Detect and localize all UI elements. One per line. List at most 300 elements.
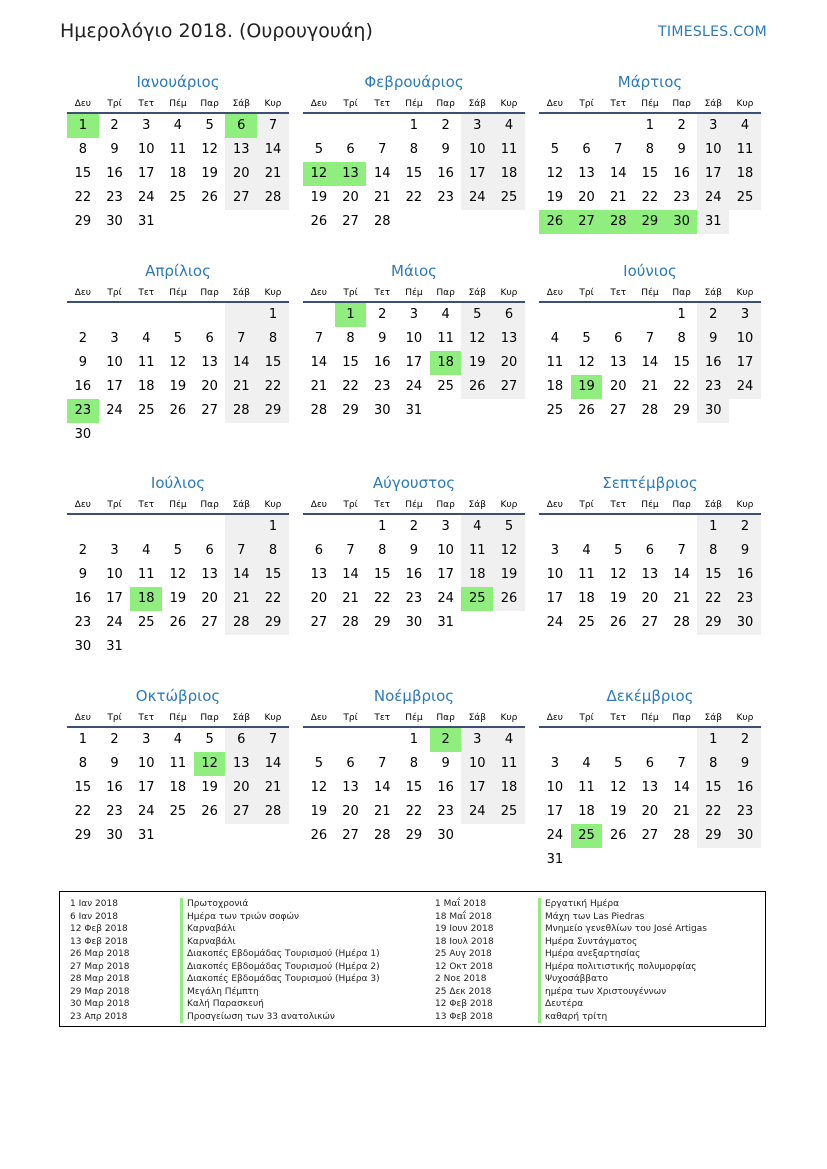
day-cell: 27 [225, 800, 257, 824]
empty-cell [303, 728, 335, 752]
empty-cell [666, 728, 698, 752]
day-cell: 25 [437, 379, 454, 394]
weekday-label: Δευ [74, 99, 91, 109]
day-cell: 5 [173, 331, 183, 346]
holiday-date: 1 Μαΐ 2018 [435, 899, 487, 909]
day-cell: 7 [257, 728, 289, 752]
day-cell: 21 [342, 591, 359, 606]
day-cell: 17 [137, 780, 155, 795]
day-cell: 19 [609, 591, 627, 606]
empty-cell [194, 635, 226, 659]
week-row [539, 210, 761, 234]
weekday-label: Δευ [546, 713, 563, 723]
day-cell: 24 [697, 186, 729, 210]
day-cell: 16 [729, 776, 761, 800]
day-cell: 30 [697, 399, 729, 423]
day-cell: 1 [335, 303, 367, 327]
weekday-label: Τετ [610, 500, 627, 510]
weekday-label: Τρί [579, 500, 594, 510]
day-cell: 25 [729, 186, 761, 210]
day-cell: 10 [697, 138, 729, 162]
week-row [67, 587, 289, 611]
weekday-label: Τρί [107, 500, 122, 510]
empty-cell [99, 423, 131, 447]
month-name: Σεπτέμβριος [602, 474, 698, 492]
day-cell: 24 [437, 591, 454, 606]
holiday-date: 18 Μαΐ 2018 [435, 911, 492, 922]
week-row [303, 327, 525, 351]
empty-cell [99, 515, 131, 539]
day-cell: 12 [578, 355, 595, 370]
empty-cell [130, 635, 162, 659]
day-cell: 21 [673, 591, 690, 606]
empty-cell [303, 303, 335, 327]
weekday-label: Κυρ [264, 500, 282, 510]
day-cell: 10 [106, 355, 123, 370]
month-name: Ιανουάριος [136, 73, 220, 91]
day-cell: 12 [169, 567, 187, 582]
day-cell: 4 [441, 307, 450, 322]
month-calendar [67, 72, 289, 234]
weekday-label: Παρ [436, 713, 455, 723]
day-cell: 25 [493, 186, 525, 210]
empty-cell [634, 515, 666, 539]
day-cell: 11 [137, 355, 155, 370]
empty-cell [539, 515, 571, 539]
day-cell: 21 [257, 162, 289, 186]
day-cell: 4 [493, 114, 525, 138]
day-cell: 19 [201, 166, 218, 181]
day-cell: 3 [697, 114, 729, 138]
holiday-name: Πρωτοχρονιά [180, 898, 380, 911]
day-cell: 7 [378, 756, 387, 771]
weekday-label: Τετ [374, 99, 391, 109]
week-row [539, 824, 761, 848]
day-cell: 8 [409, 756, 419, 771]
holiday-name: Δευτέρα [538, 998, 707, 1011]
holiday-name: Διακοπές Εβδομάδας Τουρισμού (Ημέρα 3) [180, 973, 380, 986]
day-cell: 10 [546, 780, 564, 795]
week-row [539, 114, 761, 138]
week-row [67, 399, 289, 423]
weekday-label: Πέμ [641, 288, 659, 298]
week-row [539, 587, 761, 611]
day-cell: 10 [729, 327, 761, 351]
day-cell: 9 [729, 539, 761, 563]
day-cell: 19 [169, 591, 187, 606]
week-row [67, 563, 289, 587]
empty-cell [67, 515, 99, 539]
day-cell: 31 [437, 615, 454, 630]
empty-cell [67, 303, 99, 327]
week-row [539, 539, 761, 563]
day-cell: 10 [461, 752, 493, 776]
week-row [303, 728, 525, 752]
holiday-date: 30 Μαρ 2018 [70, 999, 130, 1009]
weekday-header [539, 497, 761, 515]
day-cell: 12 [194, 752, 226, 776]
day-cell: 21 [257, 776, 289, 800]
week-row [303, 515, 525, 539]
empty-cell [335, 728, 367, 752]
weekday-label: Τετ [610, 713, 627, 723]
weekday-header [303, 497, 525, 515]
day-cell: 12 [461, 327, 493, 351]
empty-cell [303, 114, 335, 138]
day-cell: 25 [137, 403, 155, 418]
holiday-date: 12 Φεβ 2018 [435, 999, 493, 1009]
day-cell: 7 [677, 756, 686, 771]
day-cell: 1 [409, 732, 419, 747]
day-cell: 5 [461, 303, 493, 327]
week-row [303, 800, 525, 824]
day-cell: 13 [342, 780, 359, 795]
day-cell: 7 [314, 331, 323, 346]
day-cell: 8 [78, 142, 87, 157]
empty-cell [162, 515, 194, 539]
weekday-label: Δευ [310, 713, 327, 723]
week-row [539, 752, 761, 776]
day-cell: 13 [578, 166, 595, 181]
day-cell: 5 [550, 142, 559, 157]
weekday-header [539, 96, 761, 114]
empty-cell [539, 728, 571, 752]
day-cell: 20 [578, 190, 595, 205]
month-calendar [67, 473, 289, 659]
day-cell: 26 [578, 403, 595, 418]
day-cell: 2 [430, 728, 462, 752]
weekday-header [303, 285, 525, 303]
day-cell: 18 [169, 780, 187, 795]
weekday-label: Πέμ [405, 713, 423, 723]
weekday-label: Πέμ [405, 500, 423, 510]
weekday-header [539, 710, 761, 728]
week-row [67, 611, 289, 635]
day-cell: 9 [677, 142, 686, 157]
day-cell: 18 [729, 162, 761, 186]
holiday-name: Ψυχοσάββατο [538, 973, 707, 986]
weekday-label: Πέμ [169, 99, 187, 109]
empty-cell [303, 515, 335, 539]
weekday-label: Σάβ [704, 99, 722, 109]
day-cell: 14 [257, 752, 289, 776]
weekday-label: Δευ [546, 288, 563, 298]
day-cell: 19 [169, 379, 187, 394]
holiday-date: 13 Φεβ 2018 [70, 936, 128, 947]
week-row [539, 399, 761, 423]
day-cell: 17 [106, 379, 123, 394]
day-cell: 20 [641, 804, 659, 819]
day-cell: 14 [673, 567, 690, 582]
day-cell: 14 [373, 166, 391, 181]
week-row [539, 138, 761, 162]
day-cell: 21 [373, 190, 391, 205]
holiday-name: Καρναβάλι [180, 923, 380, 936]
holiday-date: 19 Ιουν 2018 [435, 924, 494, 934]
week-row [303, 114, 525, 138]
weekday-label: Τρί [579, 99, 594, 109]
day-cell: 20 [225, 162, 257, 186]
weekday-label: Τετ [138, 99, 155, 109]
day-cell: 27 [342, 214, 359, 229]
week-row [67, 138, 289, 162]
day-cell: 26 [310, 214, 328, 229]
week-row [67, 728, 289, 752]
weekday-label: Τρί [343, 713, 358, 723]
empty-cell [602, 848, 634, 872]
day-cell: 14 [609, 166, 627, 181]
empty-cell [571, 515, 603, 539]
day-cell: 25 [578, 615, 595, 630]
weekday-label: Πέμ [405, 99, 423, 109]
day-cell: 6 [205, 331, 214, 346]
day-cell: 30 [666, 210, 698, 234]
day-cell: 22 [373, 591, 391, 606]
page-title: Ημερολόγιο 2018. (Ουρουγουάη) [60, 20, 373, 42]
holiday-date: 12 Οκτ 2018 [435, 961, 493, 972]
weekday-label: Τετ [610, 288, 627, 298]
day-cell: 26 [201, 190, 218, 205]
month-name: Ιούλιος [150, 474, 206, 492]
week-row [303, 752, 525, 776]
weekday-label: Παρ [436, 288, 455, 298]
week-row [303, 303, 525, 327]
day-cell: 15 [405, 780, 423, 795]
empty-cell [366, 114, 398, 138]
day-cell: 23 [697, 375, 729, 399]
day-cell: 17 [106, 591, 123, 606]
day-cell: 30 [373, 403, 391, 418]
day-cell: 15 [342, 355, 359, 370]
week-row [303, 138, 525, 162]
weekday-label: Τρί [343, 288, 358, 298]
empty-cell [225, 303, 257, 327]
day-cell: 24 [106, 615, 123, 630]
holiday-name: ημέρα των Χριστουγέννων [538, 986, 707, 999]
day-cell: 22 [405, 190, 423, 205]
empty-cell [194, 824, 226, 848]
day-cell: 2 [78, 331, 87, 346]
week-row [67, 635, 289, 659]
weekday-label: Παρ [436, 99, 455, 109]
day-cell: 28 [310, 403, 328, 418]
day-cell: 3 [110, 543, 119, 558]
day-cell: 18 [546, 379, 564, 394]
weekday-label: Σάβ [232, 99, 250, 109]
day-cell: 24 [405, 379, 423, 394]
week-row [303, 186, 525, 210]
day-cell: 22 [697, 800, 729, 824]
day-cell: 13 [493, 327, 525, 351]
day-cell: 11 [137, 567, 155, 582]
day-cell: 23 [437, 804, 454, 819]
day-cell: 30 [729, 611, 761, 635]
day-cell: 19 [546, 190, 564, 205]
day-cell: 24 [137, 190, 155, 205]
weekday-header [67, 285, 289, 303]
day-cell: 15 [257, 563, 289, 587]
empty-cell [571, 114, 603, 138]
day-cell: 3 [142, 732, 151, 747]
day-cell: 2 [729, 515, 761, 539]
day-cell: 23 [729, 587, 761, 611]
weekday-header [539, 285, 761, 303]
empty-cell [162, 423, 194, 447]
week-row [67, 800, 289, 824]
empty-cell [729, 210, 761, 234]
week-row [303, 539, 525, 563]
weekday-label: Σάβ [468, 500, 486, 510]
day-cell: 6 [346, 142, 355, 157]
weekday-label: Δευ [546, 500, 563, 510]
day-cell: 30 [729, 824, 761, 848]
day-cell: 29 [697, 824, 729, 848]
day-cell: 5 [582, 331, 591, 346]
day-cell: 8 [346, 331, 355, 346]
day-cell: 6 [314, 543, 323, 558]
day-cell: 11 [546, 355, 564, 370]
weekday-label: Τετ [374, 500, 391, 510]
week-row [303, 611, 525, 635]
day-cell: 1 [67, 114, 99, 138]
empty-cell [634, 303, 666, 327]
weekday-label: Παρ [672, 500, 691, 510]
month-name: Μάρτιος [617, 73, 683, 91]
day-cell: 30 [405, 615, 423, 630]
day-cell: 22 [257, 375, 289, 399]
day-cell: 23 [437, 190, 454, 205]
week-row [67, 162, 289, 186]
day-cell: 5 [614, 543, 623, 558]
day-cell: 6 [225, 114, 257, 138]
empty-cell [194, 423, 226, 447]
weekday-label: Πέμ [169, 500, 187, 510]
day-cell: 15 [373, 567, 391, 582]
day-cell: 23 [74, 615, 92, 630]
weekday-label: Κυρ [500, 288, 518, 298]
day-cell: 12 [201, 142, 218, 157]
day-cell: 12 [310, 780, 328, 795]
day-cell: 29 [697, 611, 729, 635]
day-cell: 25 [137, 615, 155, 630]
weekday-label: Παρ [200, 713, 219, 723]
day-cell: 28 [257, 800, 289, 824]
day-cell: 23 [729, 800, 761, 824]
day-cell: 5 [205, 732, 214, 747]
weekday-label: Δευ [74, 288, 91, 298]
holiday-date: 25 Αυγ 2018 [435, 949, 492, 959]
day-cell: 21 [673, 804, 690, 819]
day-cell: 3 [550, 756, 559, 771]
day-cell: 24 [137, 804, 155, 819]
empty-cell [99, 303, 131, 327]
day-cell: 9 [729, 752, 761, 776]
day-cell: 11 [169, 142, 187, 157]
day-cell: 6 [614, 331, 623, 346]
day-cell: 16 [673, 166, 690, 181]
day-cell: 2 [729, 728, 761, 752]
day-cell: 29 [373, 615, 391, 630]
site-link[interactable]: TIMESLES.COM [658, 24, 767, 40]
holiday-name: Μνημείο γενεθλίων του José Artigas [538, 923, 707, 936]
day-cell: 26 [461, 375, 493, 399]
day-cell: 15 [257, 351, 289, 375]
week-row [67, 824, 289, 848]
day-cell: 14 [225, 351, 257, 375]
day-cell: 30 [74, 639, 92, 654]
week-row [539, 728, 761, 752]
day-cell: 24 [546, 828, 564, 843]
weekday-label: Σάβ [468, 713, 486, 723]
holiday-date: 6 Ιαν 2018 [70, 911, 118, 922]
day-cell: 13 [310, 567, 328, 582]
day-cell: 3 [110, 331, 119, 346]
day-cell: 11 [437, 331, 454, 346]
empty-cell [430, 399, 462, 423]
day-cell: 2 [677, 118, 686, 133]
day-cell: 11 [493, 752, 525, 776]
holiday-name: Προσγείωση των 33 ανατολικών [180, 1011, 380, 1024]
day-cell: 2 [78, 543, 87, 558]
week-row [539, 327, 761, 351]
day-cell: 19 [310, 190, 328, 205]
weekday-label: Πέμ [641, 500, 659, 510]
day-cell: 7 [346, 543, 355, 558]
day-cell: 29 [257, 611, 289, 635]
day-cell: 5 [173, 543, 183, 558]
holiday-list [59, 891, 766, 1027]
weekday-label: Παρ [200, 99, 219, 109]
weekday-label: Κυρ [500, 713, 518, 723]
weekday-label: Δευ [546, 99, 563, 109]
day-cell: 26 [169, 615, 187, 630]
day-cell: 28 [225, 611, 257, 635]
month-name: Δεκέμβριος [606, 687, 694, 705]
weekday-label: Τετ [138, 713, 155, 723]
holiday-date: 28 Μαρ 2018 [70, 974, 130, 984]
weekday-header [303, 96, 525, 114]
day-cell: 31 [137, 828, 155, 843]
empty-cell [729, 399, 761, 423]
day-cell: 17 [697, 162, 729, 186]
day-cell: 22 [641, 190, 659, 205]
day-cell: 13 [609, 355, 627, 370]
day-cell: 8 [257, 327, 289, 351]
holiday-name: Ημέρα ανεξαρτησίας [538, 948, 707, 961]
empty-cell [398, 210, 430, 234]
day-cell: 10 [106, 567, 123, 582]
day-cell: 20 [342, 804, 359, 819]
day-cell: 29 [405, 828, 423, 843]
holiday-name: Μάχη των Las Piedras [538, 911, 707, 924]
day-cell: 13 [201, 355, 218, 370]
day-cell: 17 [437, 567, 454, 582]
day-cell: 13 [641, 567, 659, 582]
weekday-label: Σάβ [704, 288, 722, 298]
day-cell: 22 [257, 587, 289, 611]
day-cell: 2 [110, 118, 119, 133]
holiday-date: 13 Φεβ 2018 [435, 1011, 493, 1022]
day-cell: 15 [74, 166, 92, 181]
empty-cell [697, 848, 729, 872]
week-row [67, 303, 289, 327]
day-cell: 14 [673, 780, 690, 795]
day-cell: 5 [314, 142, 323, 157]
empty-cell [571, 848, 603, 872]
day-cell: 18 [169, 166, 187, 181]
day-cell: 24 [461, 186, 493, 210]
day-cell: 7 [378, 142, 387, 157]
